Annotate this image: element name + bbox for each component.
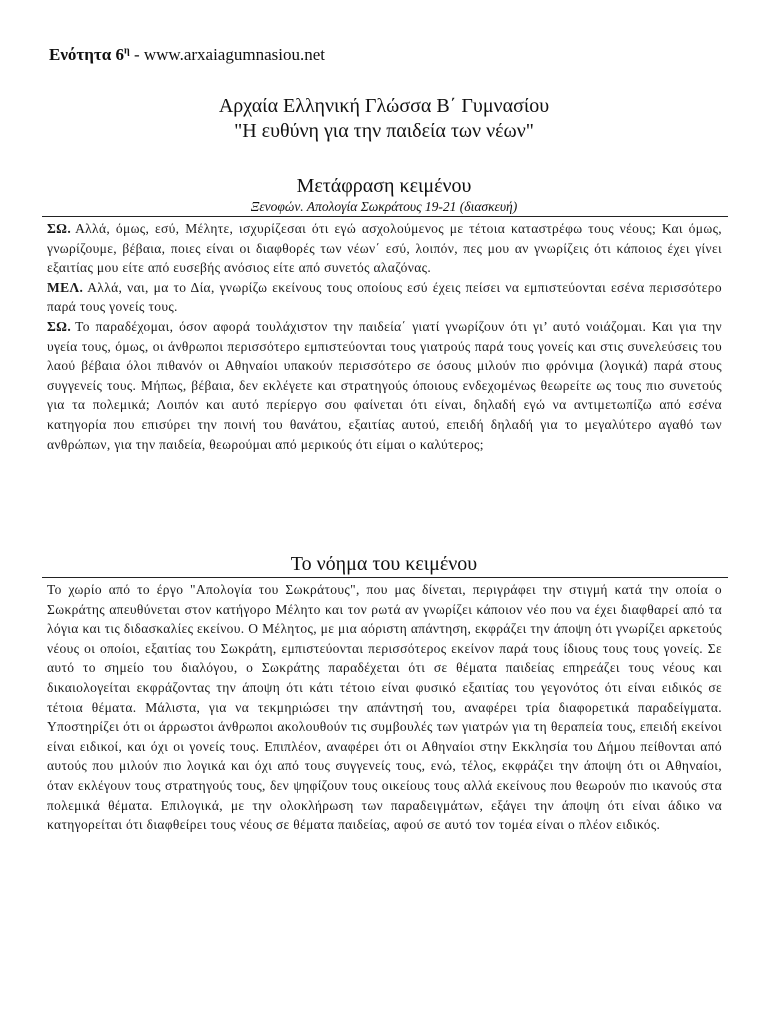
dialogue-text: Αλλά, ναι, μα το Δία, γνωρίζω εκείνους τους οποίους εσύ έχεις πείσει να εμπιστεύονται εσένα περισσότερο παρά τους γονείς τους.	[47, 279, 722, 315]
page-header	[49, 45, 325, 65]
translation-text	[47, 219, 722, 454]
unit-number: Ενότητα 6	[49, 45, 124, 64]
unit-label	[49, 45, 130, 64]
dialogue-paragraph	[47, 219, 722, 278]
section-divider	[42, 216, 728, 217]
speaker-label: ΜΕΛ.	[47, 279, 84, 295]
document-subtitle: "Η ευθύνη για την παιδεία των νέων"	[234, 120, 534, 142]
section-divider	[42, 577, 728, 578]
translation-heading: Μετάφραση κειμένου	[296, 175, 472, 197]
dialogue-paragraph	[47, 278, 722, 317]
meaning-heading: Το νόημα του κειμένου	[290, 553, 478, 575]
speaker-label: ΣΩ.	[47, 221, 72, 236]
speaker-label: ΣΩ.	[47, 318, 72, 334]
dialogue-paragraph	[47, 317, 722, 454]
source-citation: Ξενοφών. Απολογία Σωκράτους 19-21 (διασκευή)	[250, 199, 518, 214]
dialogue-text: Το παραδέχομαι, όσον αφορά τουλάχιστον την παιδεία΄ γιατί γνωρίζουν ότι γι’ αυτό νοιάζομαι. Και για την υγεία τους, όμως, οι άνθρωποι περισσότερο εμπιστεύονται τους γιατρούς παρά τους γονείς και στις συνελεύσεις του λαού βέβαια όλοι πιθανόν οι Αθηναίοι υπακούν περισσότερο σε όσους μιλούν πιο φρόνιμα (λογικά) παρά στους συγγενείς τους. Μήπως, βέβαια, δεν εκλέγετε και στρατηγούς όποιους ενδεχομένως θεωρείτε ως τους πιο συνετούς για τα πολεμικά; Λοιπόν και αυτό περίεργο σου φαίνεται ότι είναι, δηλαδή εγώ να αντιμετωπίζω από εσένα κατηγορία που επισύρει την ποινή του θανάτου, εξαιτίας αυτού, επειδή δηλαδή για το μεγαλύτερο αγαθό των ανθρώπων, για την παιδεία, θεωρούμαι από μερικούς ότι είμαι ο καλύτερος;	[47, 318, 722, 452]
unit-superscript: η	[124, 45, 130, 57]
meaning-paragraph: Το χωρίο από το έργο "Απολογία του Σωκράτους", που μας δίνεται, περιγράφει την στιγμή κατά την οποία ο Σωκράτης απευθύνεται στον κατήγορο Μέλητο και τον ρωτά αν γνωρίζει κάποιον νέο που να έχει διαφθαρεί από τα λόγια και τις διδασκαλίες εκείνου. Ο Μέλητος, με μια αόριστη απάντηση, εκφράζει την άποψη ότι γνωρίζει αρκετούς νέους οι οποίοι, εξαιτίας του Σωκράτη, εμπιστεύονται περισσότερος εκείνον παρά τους ίδιους τους τους γονείς. Σε αυτό το σημείο του διαλόγου, ο Σωκράτης παραδέχεται ότι σε θέματα παιδείας επηρεάζει τους νέους και δικαιολογείται εκφράζοντας την άποψη ότι κάτι τέτοιο είναι φυσικό εξαιτίας του γεγονότος ότι είναι ειδικός σε τέτοια θέματα. Μάλιστα, για να τεκμηριώσει την απάντησή του, αναφέρει τρία διαφορετικά παραδείγματα. Υποστηρίζει ότι οι άρρωστοι άνθρωποι ακολουθούν τις συμβουλές των γιατρών για τη θεραπεία τους, επειδή εκείνοι είναι ειδικοί, και όχι οι γονείς τους. Επιπλέον, αναφέρει ότι οι Αθηναίοι στην Εκκλησία του Δήμου πείθονται από αυτούς που μιλούν πιο λογικά και όχι από τους συγγενείς τους, ενώ, τέλος, εκφράζει την άποψη ότι οι Αθηναίοι, όταν εκλέγουν τους στρατηγούς τους, δεν ψηφίζουν τους οικείους τους αλλά εκείνους που θεωρούν πιο ικανούς στα πολεμικά θέματα. Επιλογικά, με την ολοκλήρωση των παραδειγμάτων, εξάγει την άποψη ότι είναι άδικο να κατηγορείται ότι διαφθείρει τους νέους σε θέματα παιδείας, αφού σε αυτό τον τομέα είναι ο πλέον ειδικός.	[47, 582, 722, 833]
meaning-text	[47, 580, 722, 835]
document-title: Αρχαία Ελληνική Γλώσσα Β΄ Γυμνασίου	[218, 95, 550, 117]
dialogue-text: Αλλά, όμως, εσύ, Μέλητε, ισχυρίζεσαι ότι εγώ ασχολούμενος με τέτοια καταστρέφω τους νέους; Και όμως, γνωρίζουμε, βέβαια, ποιες είναι οι διαφθορές των νέων΄ εσύ, λοιπόν, πες μου αν γνωρίζεις ότι κάποιος έχει γίνει εξαιτίας μου είτε από ευσεβής ανόσιος είτε από συνετός αλαζόνας.	[47, 221, 722, 276]
site-url: - www.arxaiagumnasiou.net	[129, 45, 325, 64]
